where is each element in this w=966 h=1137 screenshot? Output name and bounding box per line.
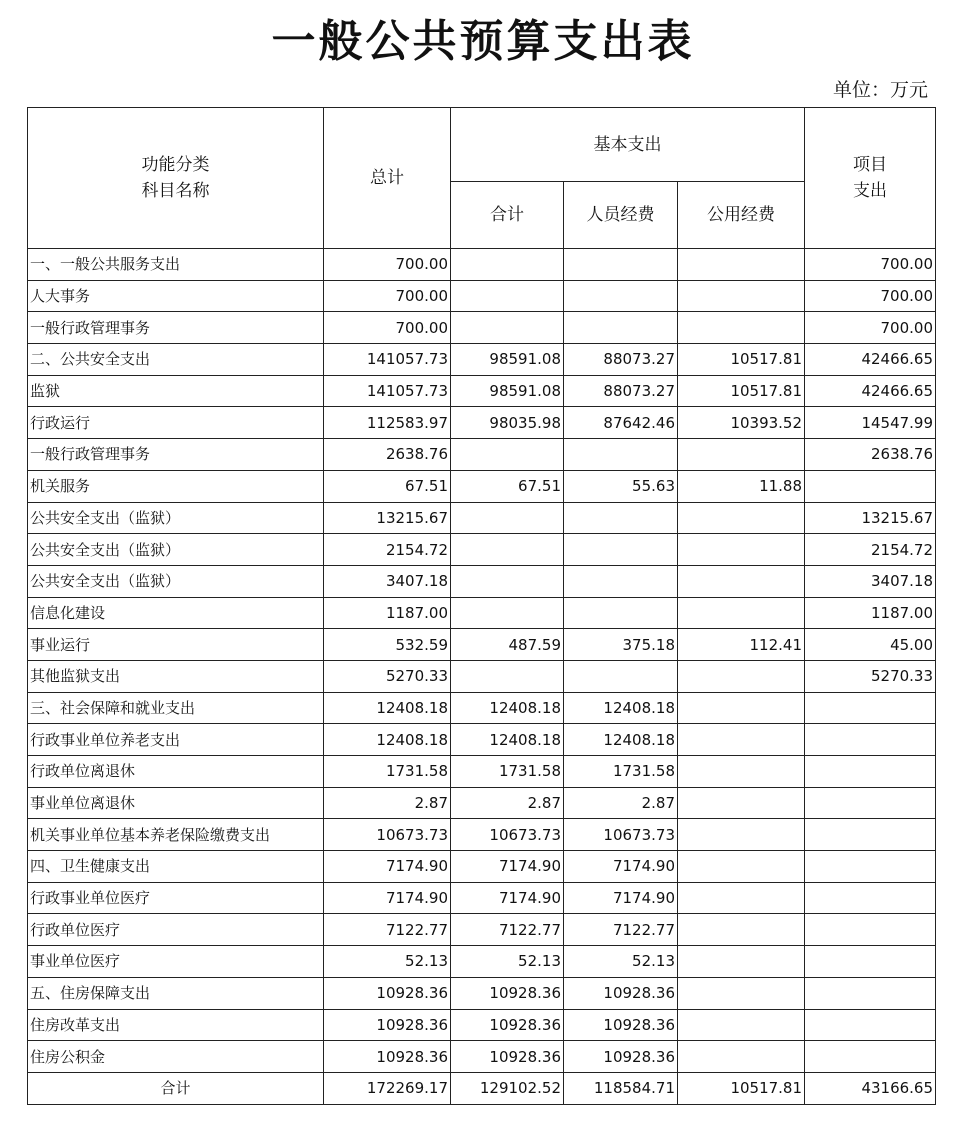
- row-total: 532.59: [324, 629, 451, 661]
- row-project: 42466.65: [805, 344, 936, 376]
- row-name: 行政单位离退休: [28, 756, 324, 788]
- row-personnel: [564, 660, 678, 692]
- row-name: 住房公积金: [28, 1041, 324, 1073]
- row-personnel: [564, 312, 678, 344]
- row-basic-total: [451, 660, 564, 692]
- unit-label: 单位：万元: [832, 79, 928, 101]
- row-public: [678, 312, 805, 344]
- row-personnel: 10928.36: [564, 1009, 678, 1041]
- row-basic-total: 98591.08: [451, 344, 564, 376]
- row-project: [805, 882, 936, 914]
- row-public: [678, 977, 805, 1009]
- table-row: [28, 312, 936, 344]
- table-row: [28, 1009, 936, 1041]
- table-row: [28, 470, 936, 502]
- row-personnel: 87642.46: [564, 407, 678, 439]
- table-row: [28, 565, 936, 597]
- row-public: [678, 851, 805, 883]
- row-basic-total: 1731.58: [451, 756, 564, 788]
- row-public: 10517.81: [678, 344, 805, 376]
- row-basic-total: 7174.90: [451, 851, 564, 883]
- row-basic-total: 98035.98: [451, 407, 564, 439]
- header-basic-total: 合计: [451, 182, 564, 249]
- row-project: 700.00: [805, 280, 936, 312]
- table-row: [28, 977, 936, 1009]
- table-row: [28, 851, 936, 883]
- row-public: [678, 756, 805, 788]
- page-title: 一般公共预算支出表: [271, 16, 695, 67]
- row-total: 10928.36: [324, 1041, 451, 1073]
- header-public: 公用经费: [678, 182, 805, 249]
- row-total: 141057.73: [324, 344, 451, 376]
- row-basic-total: [451, 565, 564, 597]
- row-name: 行政事业单位养老支出: [28, 724, 324, 756]
- header-project-line1: 项目: [853, 155, 888, 175]
- header-project-line2: 支出: [853, 181, 888, 201]
- row-project: 700.00: [805, 249, 936, 281]
- row-public: [678, 882, 805, 914]
- row-basic-total: 10928.36: [451, 1009, 564, 1041]
- row-public: [678, 1009, 805, 1041]
- row-personnel: 2.87: [564, 787, 678, 819]
- row-name: 行政事业单位医疗: [28, 882, 324, 914]
- grand-total-basic: 129102.52: [451, 1072, 564, 1104]
- row-basic-total: 7174.90: [451, 882, 564, 914]
- row-project: [805, 1009, 936, 1041]
- budget-table: [27, 107, 936, 1105]
- row-public: [678, 787, 805, 819]
- table-row: [28, 756, 936, 788]
- row-project: 2638.76: [805, 439, 936, 471]
- table-row: [28, 946, 936, 978]
- row-name: 一般行政管理事务: [28, 439, 324, 471]
- row-total: 7122.77: [324, 914, 451, 946]
- table-row: [28, 249, 936, 281]
- header-personnel: 人员经费: [564, 182, 678, 249]
- row-public: 10393.52: [678, 407, 805, 439]
- row-project: [805, 819, 936, 851]
- table-row: [28, 502, 936, 534]
- table-row: [28, 439, 936, 471]
- row-public: [678, 534, 805, 566]
- row-name: 行政运行: [28, 407, 324, 439]
- row-personnel: [564, 597, 678, 629]
- row-name: 人大事务: [28, 280, 324, 312]
- row-basic-total: 10673.73: [451, 819, 564, 851]
- row-personnel: 12408.18: [564, 724, 678, 756]
- table-row: [28, 280, 936, 312]
- table-row: [28, 692, 936, 724]
- row-total: 7174.90: [324, 882, 451, 914]
- row-total: 10928.36: [324, 1009, 451, 1041]
- row-public: [678, 692, 805, 724]
- row-basic-total: [451, 502, 564, 534]
- row-name: 机关服务: [28, 470, 324, 502]
- row-personnel: 12408.18: [564, 692, 678, 724]
- row-basic-total: [451, 534, 564, 566]
- row-personnel: 7174.90: [564, 882, 678, 914]
- row-public: 11.88: [678, 470, 805, 502]
- table-row: [28, 882, 936, 914]
- row-name: 二、公共安全支出: [28, 344, 324, 376]
- row-project: 1187.00: [805, 597, 936, 629]
- table-row: [28, 787, 936, 819]
- row-name: 其他监狱支出: [28, 660, 324, 692]
- row-public: [678, 724, 805, 756]
- row-name: 公共安全支出（监狱）: [28, 565, 324, 597]
- grand-total-public: 10517.81: [678, 1072, 805, 1104]
- row-name: 一般行政管理事务: [28, 312, 324, 344]
- row-project: 3407.18: [805, 565, 936, 597]
- row-personnel: [564, 502, 678, 534]
- header-category-line2: 科目名称: [141, 181, 210, 201]
- row-basic-total: 10928.36: [451, 1041, 564, 1073]
- row-personnel: [564, 280, 678, 312]
- row-total: 13215.67: [324, 502, 451, 534]
- row-personnel: 1731.58: [564, 756, 678, 788]
- table-row: [28, 914, 936, 946]
- grand-total-label: 合计: [28, 1072, 324, 1104]
- row-basic-total: 7122.77: [451, 914, 564, 946]
- row-project: [805, 977, 936, 1009]
- row-project: 42466.65: [805, 375, 936, 407]
- table-row: [28, 819, 936, 851]
- table-body: [28, 249, 936, 1073]
- row-total: 700.00: [324, 249, 451, 281]
- row-project: 45.00: [805, 629, 936, 661]
- row-name: 五、住房保障支出: [28, 977, 324, 1009]
- row-basic-total: 487.59: [451, 629, 564, 661]
- header-category-line1: 功能分类: [141, 155, 210, 175]
- row-basic-total: [451, 597, 564, 629]
- row-basic-total: 67.51: [451, 470, 564, 502]
- row-name: 公共安全支出（监狱）: [28, 534, 324, 566]
- table-row: [28, 597, 936, 629]
- row-personnel: 88073.27: [564, 344, 678, 376]
- row-total: 141057.73: [324, 375, 451, 407]
- table-row: [28, 534, 936, 566]
- row-name: 住房改革支出: [28, 1009, 324, 1041]
- row-total: 10673.73: [324, 819, 451, 851]
- row-basic-total: [451, 439, 564, 471]
- row-project: 700.00: [805, 312, 936, 344]
- table-row: [28, 1041, 936, 1073]
- row-total: 12408.18: [324, 692, 451, 724]
- row-project: [805, 1041, 936, 1073]
- row-total: 1731.58: [324, 756, 451, 788]
- row-project: 13215.67: [805, 502, 936, 534]
- row-name: 事业单位医疗: [28, 946, 324, 978]
- row-project: 5270.33: [805, 660, 936, 692]
- row-personnel: 52.13: [564, 946, 678, 978]
- row-basic-total: 52.13: [451, 946, 564, 978]
- row-personnel: [564, 439, 678, 471]
- row-public: [678, 502, 805, 534]
- row-name: 信息化建设: [28, 597, 324, 629]
- row-total: 10928.36: [324, 977, 451, 1009]
- row-public: [678, 660, 805, 692]
- grand-total-personnel: 118584.71: [564, 1072, 678, 1104]
- row-total: 112583.97: [324, 407, 451, 439]
- row-public: 10517.81: [678, 375, 805, 407]
- table-row: [28, 344, 936, 376]
- table-row: [28, 407, 936, 439]
- row-personnel: [564, 534, 678, 566]
- row-total: 2.87: [324, 787, 451, 819]
- row-personnel: [564, 249, 678, 281]
- row-public: [678, 914, 805, 946]
- row-total: 2154.72: [324, 534, 451, 566]
- row-public: 112.41: [678, 629, 805, 661]
- row-total: 700.00: [324, 312, 451, 344]
- header-basic: 基本支出: [451, 108, 805, 182]
- row-name: 一、一般公共服务支出: [28, 249, 324, 281]
- row-basic-total: [451, 249, 564, 281]
- row-name: 事业单位离退休: [28, 787, 324, 819]
- row-public: [678, 280, 805, 312]
- row-personnel: 55.63: [564, 470, 678, 502]
- row-name: 三、社会保障和就业支出: [28, 692, 324, 724]
- row-name: 公共安全支出（监狱）: [28, 502, 324, 534]
- row-total: 52.13: [324, 946, 451, 978]
- row-total: 3407.18: [324, 565, 451, 597]
- row-public: [678, 565, 805, 597]
- row-project: [805, 692, 936, 724]
- header-project: [805, 108, 936, 249]
- row-name: 机关事业单位基本养老保险缴费支出: [28, 819, 324, 851]
- row-name: 事业运行: [28, 629, 324, 661]
- grand-total-total: 172269.17: [324, 1072, 451, 1104]
- table-row: [28, 629, 936, 661]
- table-row: [28, 375, 936, 407]
- header-total: 总计: [324, 108, 451, 249]
- row-name: 监狱: [28, 375, 324, 407]
- row-project: [805, 787, 936, 819]
- row-project: 2154.72: [805, 534, 936, 566]
- row-basic-total: 2.87: [451, 787, 564, 819]
- row-personnel: 10928.36: [564, 977, 678, 1009]
- row-name: 行政单位医疗: [28, 914, 324, 946]
- row-personnel: 88073.27: [564, 375, 678, 407]
- row-total: 700.00: [324, 280, 451, 312]
- row-public: [678, 249, 805, 281]
- row-name: 四、卫生健康支出: [28, 851, 324, 883]
- row-project: [805, 914, 936, 946]
- row-basic-total: 98591.08: [451, 375, 564, 407]
- row-basic-total: [451, 280, 564, 312]
- row-project: [805, 946, 936, 978]
- header-category: [28, 108, 324, 249]
- row-project: [805, 470, 936, 502]
- row-project: [805, 756, 936, 788]
- row-project: [805, 851, 936, 883]
- row-basic-total: 12408.18: [451, 692, 564, 724]
- row-total: 67.51: [324, 470, 451, 502]
- row-personnel: 7174.90: [564, 851, 678, 883]
- row-public: [678, 946, 805, 978]
- row-total: 1187.00: [324, 597, 451, 629]
- row-personnel: 10673.73: [564, 819, 678, 851]
- grand-total-project: 43166.65: [805, 1072, 936, 1104]
- row-public: [678, 1041, 805, 1073]
- row-public: [678, 819, 805, 851]
- row-project: 14547.99: [805, 407, 936, 439]
- row-total: 2638.76: [324, 439, 451, 471]
- row-total: 7174.90: [324, 851, 451, 883]
- row-total: 5270.33: [324, 660, 451, 692]
- row-total: 12408.18: [324, 724, 451, 756]
- row-personnel: 7122.77: [564, 914, 678, 946]
- row-personnel: 375.18: [564, 629, 678, 661]
- row-basic-total: 12408.18: [451, 724, 564, 756]
- row-personnel: [564, 565, 678, 597]
- row-basic-total: [451, 312, 564, 344]
- table-row: [28, 724, 936, 756]
- grand-total-row: [28, 1072, 936, 1104]
- row-basic-total: 10928.36: [451, 977, 564, 1009]
- row-public: [678, 439, 805, 471]
- row-personnel: 10928.36: [564, 1041, 678, 1073]
- row-project: [805, 724, 936, 756]
- row-public: [678, 597, 805, 629]
- table-row: [28, 660, 936, 692]
